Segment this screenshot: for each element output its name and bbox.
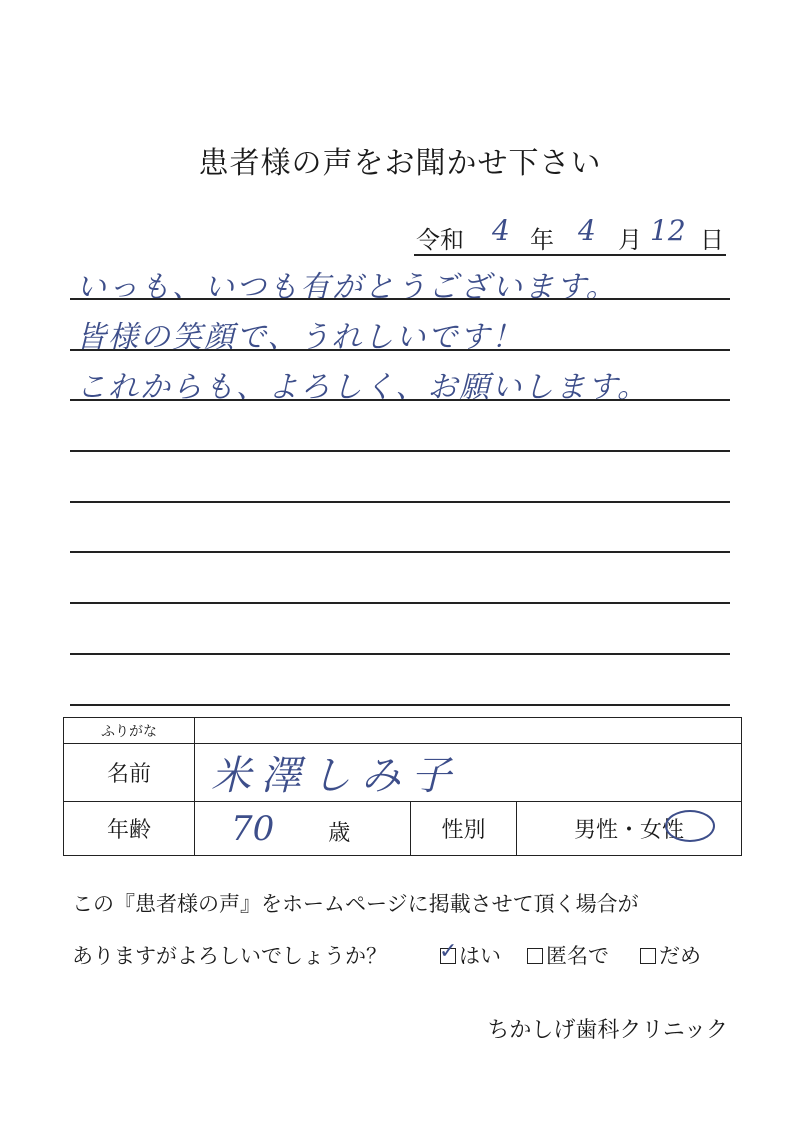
comment-line-3: これからも、よろしく、お願いします。	[76, 370, 649, 405]
checkbox-anonymous[interactable]	[527, 948, 543, 964]
date-day-unit: 日	[700, 226, 724, 254]
comment-line-1: いっも、いつも有がとうございます。	[76, 270, 618, 305]
age-value: 70	[231, 808, 275, 849]
age-unit: 歳	[328, 820, 351, 846]
date-day-value: 12	[650, 214, 686, 247]
comment-rule	[70, 450, 730, 452]
option-yes[interactable]	[440, 940, 501, 970]
clinic-name: ちかしげ歯科クリニック	[487, 1018, 728, 1043]
consent-line-1: この『患者様の声』をホームページに掲載させて頂く場合が	[72, 892, 639, 916]
check-mark-icon: ✓	[439, 939, 458, 964]
option-anonymous[interactable]	[527, 940, 609, 970]
furigana-row	[64, 718, 742, 744]
checkbox-yes[interactable]	[439, 939, 458, 964]
form-title: 患者様の声をお聞かせ下さい	[198, 146, 602, 181]
checkbox-no[interactable]	[640, 948, 656, 964]
date-era: 令和	[416, 226, 464, 254]
option-yes-label: はい	[459, 944, 501, 968]
sex-selection-circle	[665, 810, 715, 842]
option-anonymous-label: 匿名で	[546, 944, 609, 968]
date-month-value: 4	[578, 214, 596, 247]
comment-rule	[70, 349, 730, 351]
comment-rule	[70, 551, 730, 553]
comment-rule	[70, 399, 730, 401]
date-field	[414, 214, 726, 256]
furigana-label: ふりがな	[64, 718, 195, 744]
sex-options-cell[interactable]	[517, 802, 742, 856]
comment-rule	[70, 298, 730, 300]
age-sex-row	[64, 802, 742, 856]
sex-options: 男性・女性	[573, 818, 684, 843]
date-year-unit: 年	[530, 226, 554, 254]
date-month-unit: 月	[618, 226, 642, 254]
comment-rule	[70, 704, 730, 706]
comment-rule	[70, 653, 730, 655]
date-year-value: 4	[492, 214, 510, 247]
patient-info-table	[63, 717, 742, 856]
name-label: 名前	[64, 744, 195, 802]
option-no-label: だめ	[659, 944, 701, 968]
option-no[interactable]	[640, 940, 701, 970]
comment-rule	[70, 602, 730, 604]
consent-line-2: ありますがよろしいでしょうか？	[72, 944, 387, 968]
name-value[interactable]: 米澤しみ子	[195, 744, 742, 802]
age-label: 年齢	[64, 802, 195, 856]
sex-label: 性別	[411, 802, 517, 856]
furigana-value[interactable]	[195, 718, 742, 744]
age-cell[interactable]	[195, 802, 411, 856]
comment-line-2: 皆様の笑顔で、うれしいです！	[76, 320, 524, 355]
name-row	[64, 744, 742, 802]
comment-rule	[70, 501, 730, 503]
